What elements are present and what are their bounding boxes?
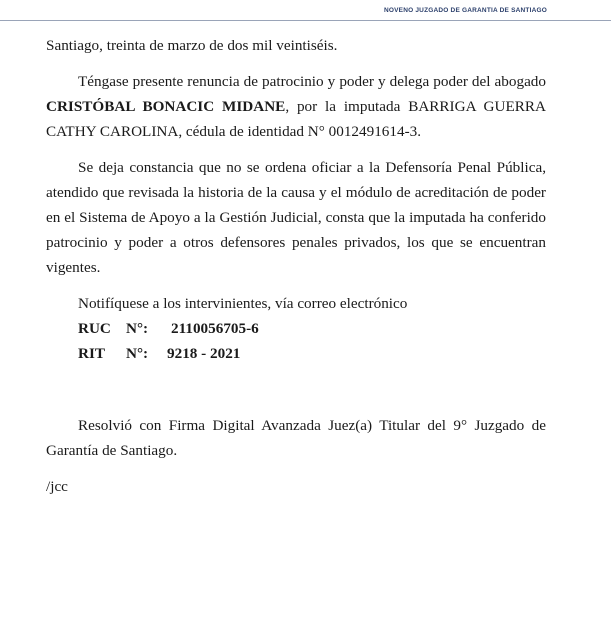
ruc-value: 2110056705-6 xyxy=(171,320,259,337)
date-line: Santiago, treinta de marzo de dos mil veintiséis. xyxy=(46,37,338,54)
paragraph-renuncia-text-1: Téngase presente renuncia de patrocinio y poder y delega poder del abogado xyxy=(78,73,546,90)
paragraph-renuncia xyxy=(46,69,546,144)
paragraph-constancia: Se deja constancia que no se ordena oficiar a la Defensoría Penal Pública, atendido que revisada la historia de la causa y el módulo de acreditación de poder en el Sistema de Apoyo a la Gestión Judicial, consta que la imputada ha conferido patrocinio y poder a otros defensores penales privados, los que se encuentran vigentes. xyxy=(46,159,546,276)
resolution-signature: Resolvió con Firma Digital Avanzada Juez(a) Titular del 9° Juzgado de Garantía de Santiago. xyxy=(46,417,546,459)
initials: /jcc xyxy=(46,478,68,495)
lawyer-name: CRISTÓBAL BONACIC MIDANE xyxy=(46,98,286,115)
rit-line xyxy=(46,341,546,366)
ruc-label: RUC xyxy=(78,320,111,337)
court-header: NOVENO JUZGADO DE GARANTIA DE SANTIAGO xyxy=(383,7,547,14)
paragraph-notificacion: Notifíquese a los intervinientes, vía correo electrónico xyxy=(78,295,408,312)
ruc-line xyxy=(46,316,546,341)
rit-value: 9218 - 2021 xyxy=(167,345,241,362)
document-body xyxy=(46,33,546,499)
rit-label: RIT xyxy=(78,345,106,362)
rit-number-label: N°: xyxy=(126,345,149,362)
paragraph-renuncia-text-2: , por la imputada BARRIGA GUERRA CATHY CAROLINA, cédula de identidad N° 0012491614-3. xyxy=(46,98,546,140)
header-rule xyxy=(0,20,611,21)
ruc-number-label: N°: xyxy=(126,320,149,337)
